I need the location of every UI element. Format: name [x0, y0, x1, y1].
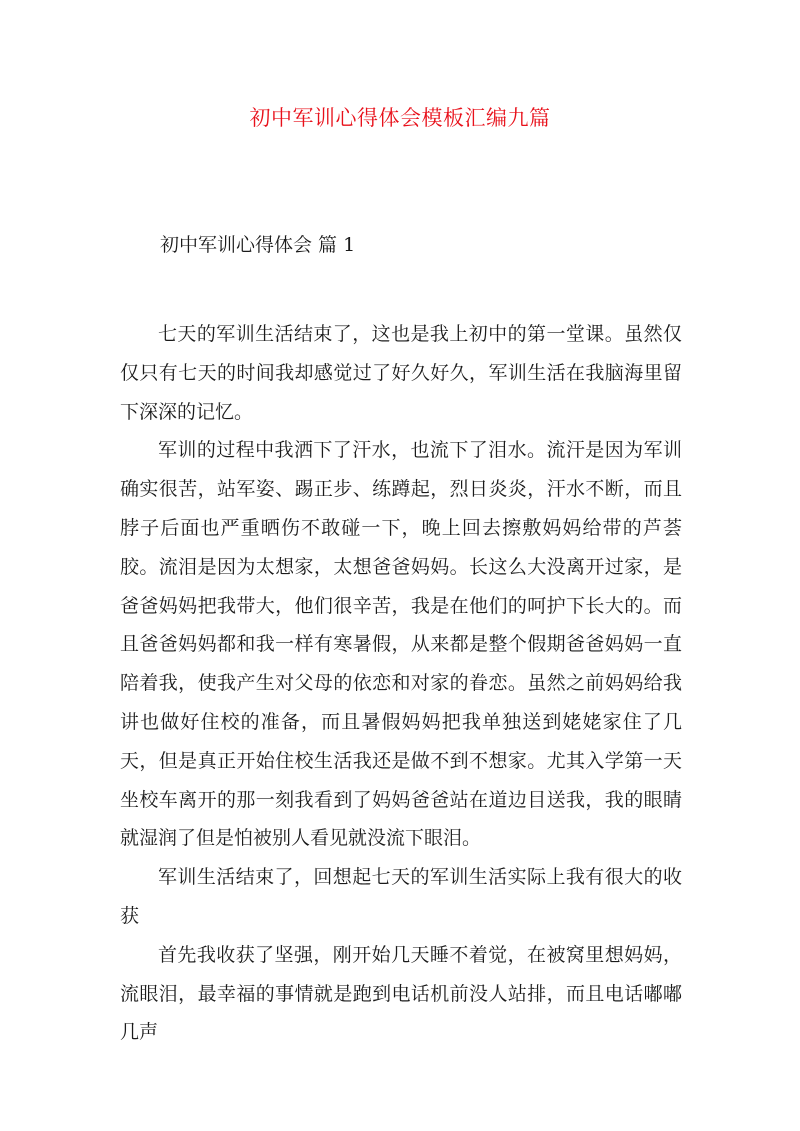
paragraph-2: 军训的过程中我洒下了汗水，也流下了泪水。流汗是因为军训确实很苦，站军姿、踢正步、练蹲起，烈日炎炎，汗水不断，而且脖子后面也严重晒伤不敢碰一下，晚上回去擦敷妈妈给带的芦荟胶。流泪是因为太想家，太想爸爸妈妈。长这么大没离开过家，是爸爸妈妈把我带大，他们很辛苦，我是在他们的呵护下长大的。而且爸爸妈妈都和我一样有寒暑假，从来都是整个假期爸爸妈妈一直陪着我，使我产生对父母的依恋和对家的眷恋。虽然之前妈妈给我讲也做好住校的准备，而且暑假妈妈把我单独送到姥姥家住了几天，但是真正开始住校生活我还是做不到不想家。尤其入学第一天坐校车离开的那一刻我看到了妈妈爸爸站在道边目送我，我的眼睛就湿润了但是怕被别人看见就没流下眼泪。	[120, 439, 682, 850]
paragraph-3: 军训生活结束了，回想起七天的军训生活实际上我有很大的收获	[120, 866, 682, 927]
document-title: 初中军训心得体会模板汇编九篇	[249, 106, 551, 130]
paragraph-1: 七天的军训生活结束了，这也是我上初中的第一堂课。虽然仅仅只有七天的时间我却感觉过了好久好久，军训生活在我脑海里留下深深的记忆。	[120, 323, 682, 423]
section-heading: 初中军训心得体会 篇 1	[160, 234, 356, 256]
paragraph-4: 首先我收获了坚强，刚开始几天睡不着觉，在被窝里想妈妈，流眼泪，最幸福的事情就是跑到电话机前没人站排，而且电话嘟嘟几声	[120, 943, 682, 1044]
document-body	[120, 315, 682, 1052]
